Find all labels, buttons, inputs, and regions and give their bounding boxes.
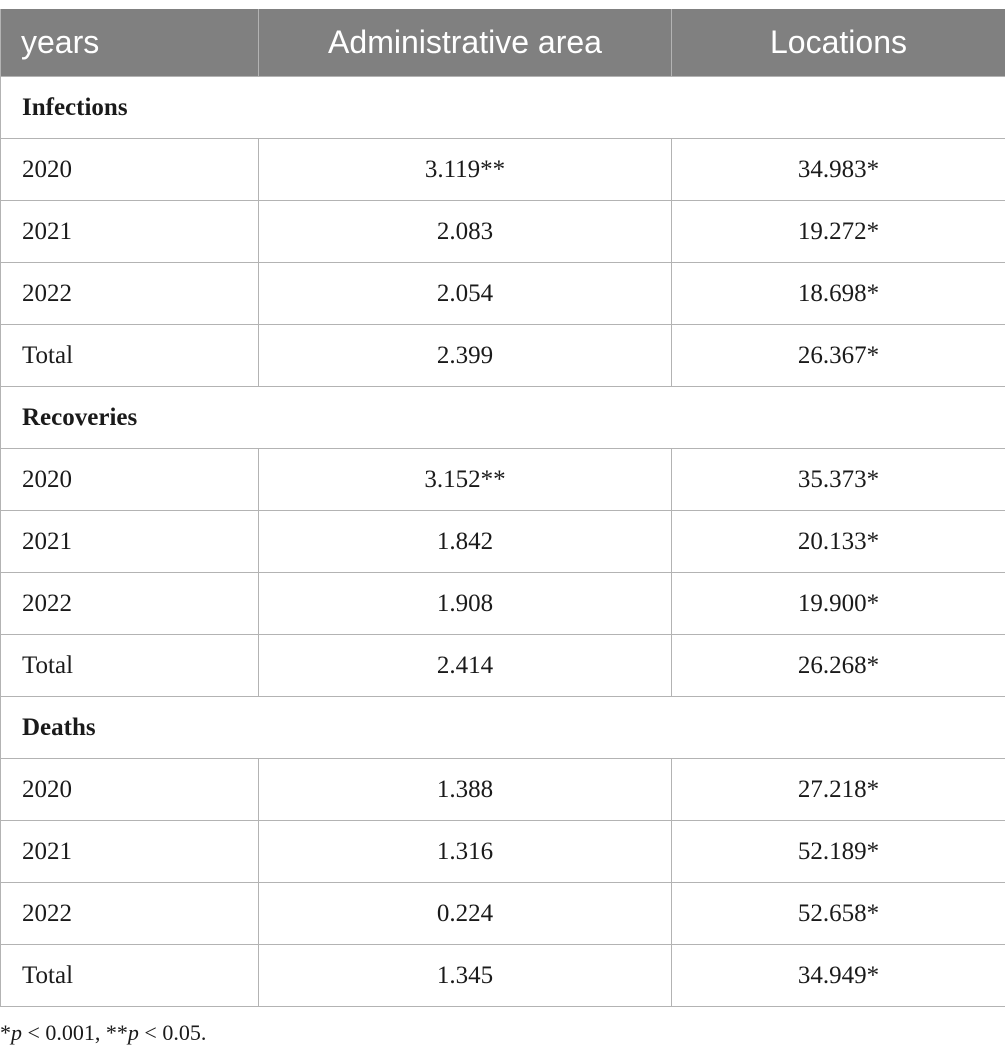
year-cell: 2020 (1, 759, 259, 821)
administrative-area-cell: 3.152** (259, 449, 672, 511)
year-cell: 2020 (1, 449, 259, 511)
year-cell: Total (1, 945, 259, 1007)
locations-cell: 52.189* (672, 821, 1005, 883)
results-table (0, 9, 1005, 1007)
header-administrative-area: Administrative area (259, 9, 672, 77)
table-row (1, 263, 1005, 325)
locations-cell: 34.949* (672, 945, 1005, 1007)
footnote-threshold-2: < 0.05. (138, 1020, 207, 1045)
locations-cell: 18.698* (672, 263, 1005, 325)
administrative-area-cell: 2.054 (259, 263, 672, 325)
year-cell: 2021 (1, 201, 259, 263)
section-row-infections (1, 77, 1005, 139)
administrative-area-cell: 2.414 (259, 635, 672, 697)
section-row-deaths (1, 697, 1005, 759)
footnote-mark-single: * (0, 1020, 11, 1045)
table-row (1, 511, 1005, 573)
year-cell: 2022 (1, 573, 259, 635)
footnote-threshold-1: < 0.001, (22, 1020, 106, 1045)
administrative-area-cell: 1.316 (259, 821, 672, 883)
table-row (1, 325, 1005, 387)
table-row (1, 139, 1005, 201)
footnote-p-symbol: p (127, 1020, 139, 1045)
section-label: Recoveries (1, 387, 1005, 449)
locations-cell: 26.367* (672, 325, 1005, 387)
administrative-area-cell: 1.908 (259, 573, 672, 635)
section-label: Deaths (1, 697, 1005, 759)
table-header (1, 9, 1005, 77)
footnote-mark-double: ** (105, 1020, 128, 1045)
administrative-area-cell: 1.842 (259, 511, 672, 573)
locations-cell: 19.900* (672, 573, 1005, 635)
administrative-area-cell: 1.345 (259, 945, 672, 1007)
administrative-area-cell: 1.388 (259, 759, 672, 821)
table-row (1, 449, 1005, 511)
year-cell: 2022 (1, 883, 259, 945)
locations-cell: 34.983* (672, 139, 1005, 201)
table-body (1, 77, 1005, 1007)
locations-cell: 19.272* (672, 201, 1005, 263)
year-cell: 2022 (1, 263, 259, 325)
table-row (1, 945, 1005, 1007)
header-years: years (1, 9, 259, 77)
administrative-area-cell: 2.083 (259, 201, 672, 263)
significance-footnote (0, 1020, 206, 1046)
header-row (1, 9, 1005, 77)
year-cell: Total (1, 635, 259, 697)
year-cell: Total (1, 325, 259, 387)
table-row (1, 759, 1005, 821)
table-row (1, 821, 1005, 883)
locations-cell: 27.218* (672, 759, 1005, 821)
year-cell: 2020 (1, 139, 259, 201)
administrative-area-cell: 3.119** (259, 139, 672, 201)
table-row (1, 573, 1005, 635)
header-locations: Locations (672, 9, 1005, 77)
footnote-p-symbol: p (11, 1020, 22, 1045)
administrative-area-cell: 0.224 (259, 883, 672, 945)
locations-cell: 26.268* (672, 635, 1005, 697)
year-cell: 2021 (1, 821, 259, 883)
locations-cell: 35.373* (672, 449, 1005, 511)
table-row (1, 635, 1005, 697)
section-label: Infections (1, 77, 1005, 139)
locations-cell: 20.133* (672, 511, 1005, 573)
section-row-recoveries (1, 387, 1005, 449)
administrative-area-cell: 2.399 (259, 325, 672, 387)
table-row (1, 201, 1005, 263)
locations-cell: 52.658* (672, 883, 1005, 945)
table-row (1, 883, 1005, 945)
year-cell: 2021 (1, 511, 259, 573)
